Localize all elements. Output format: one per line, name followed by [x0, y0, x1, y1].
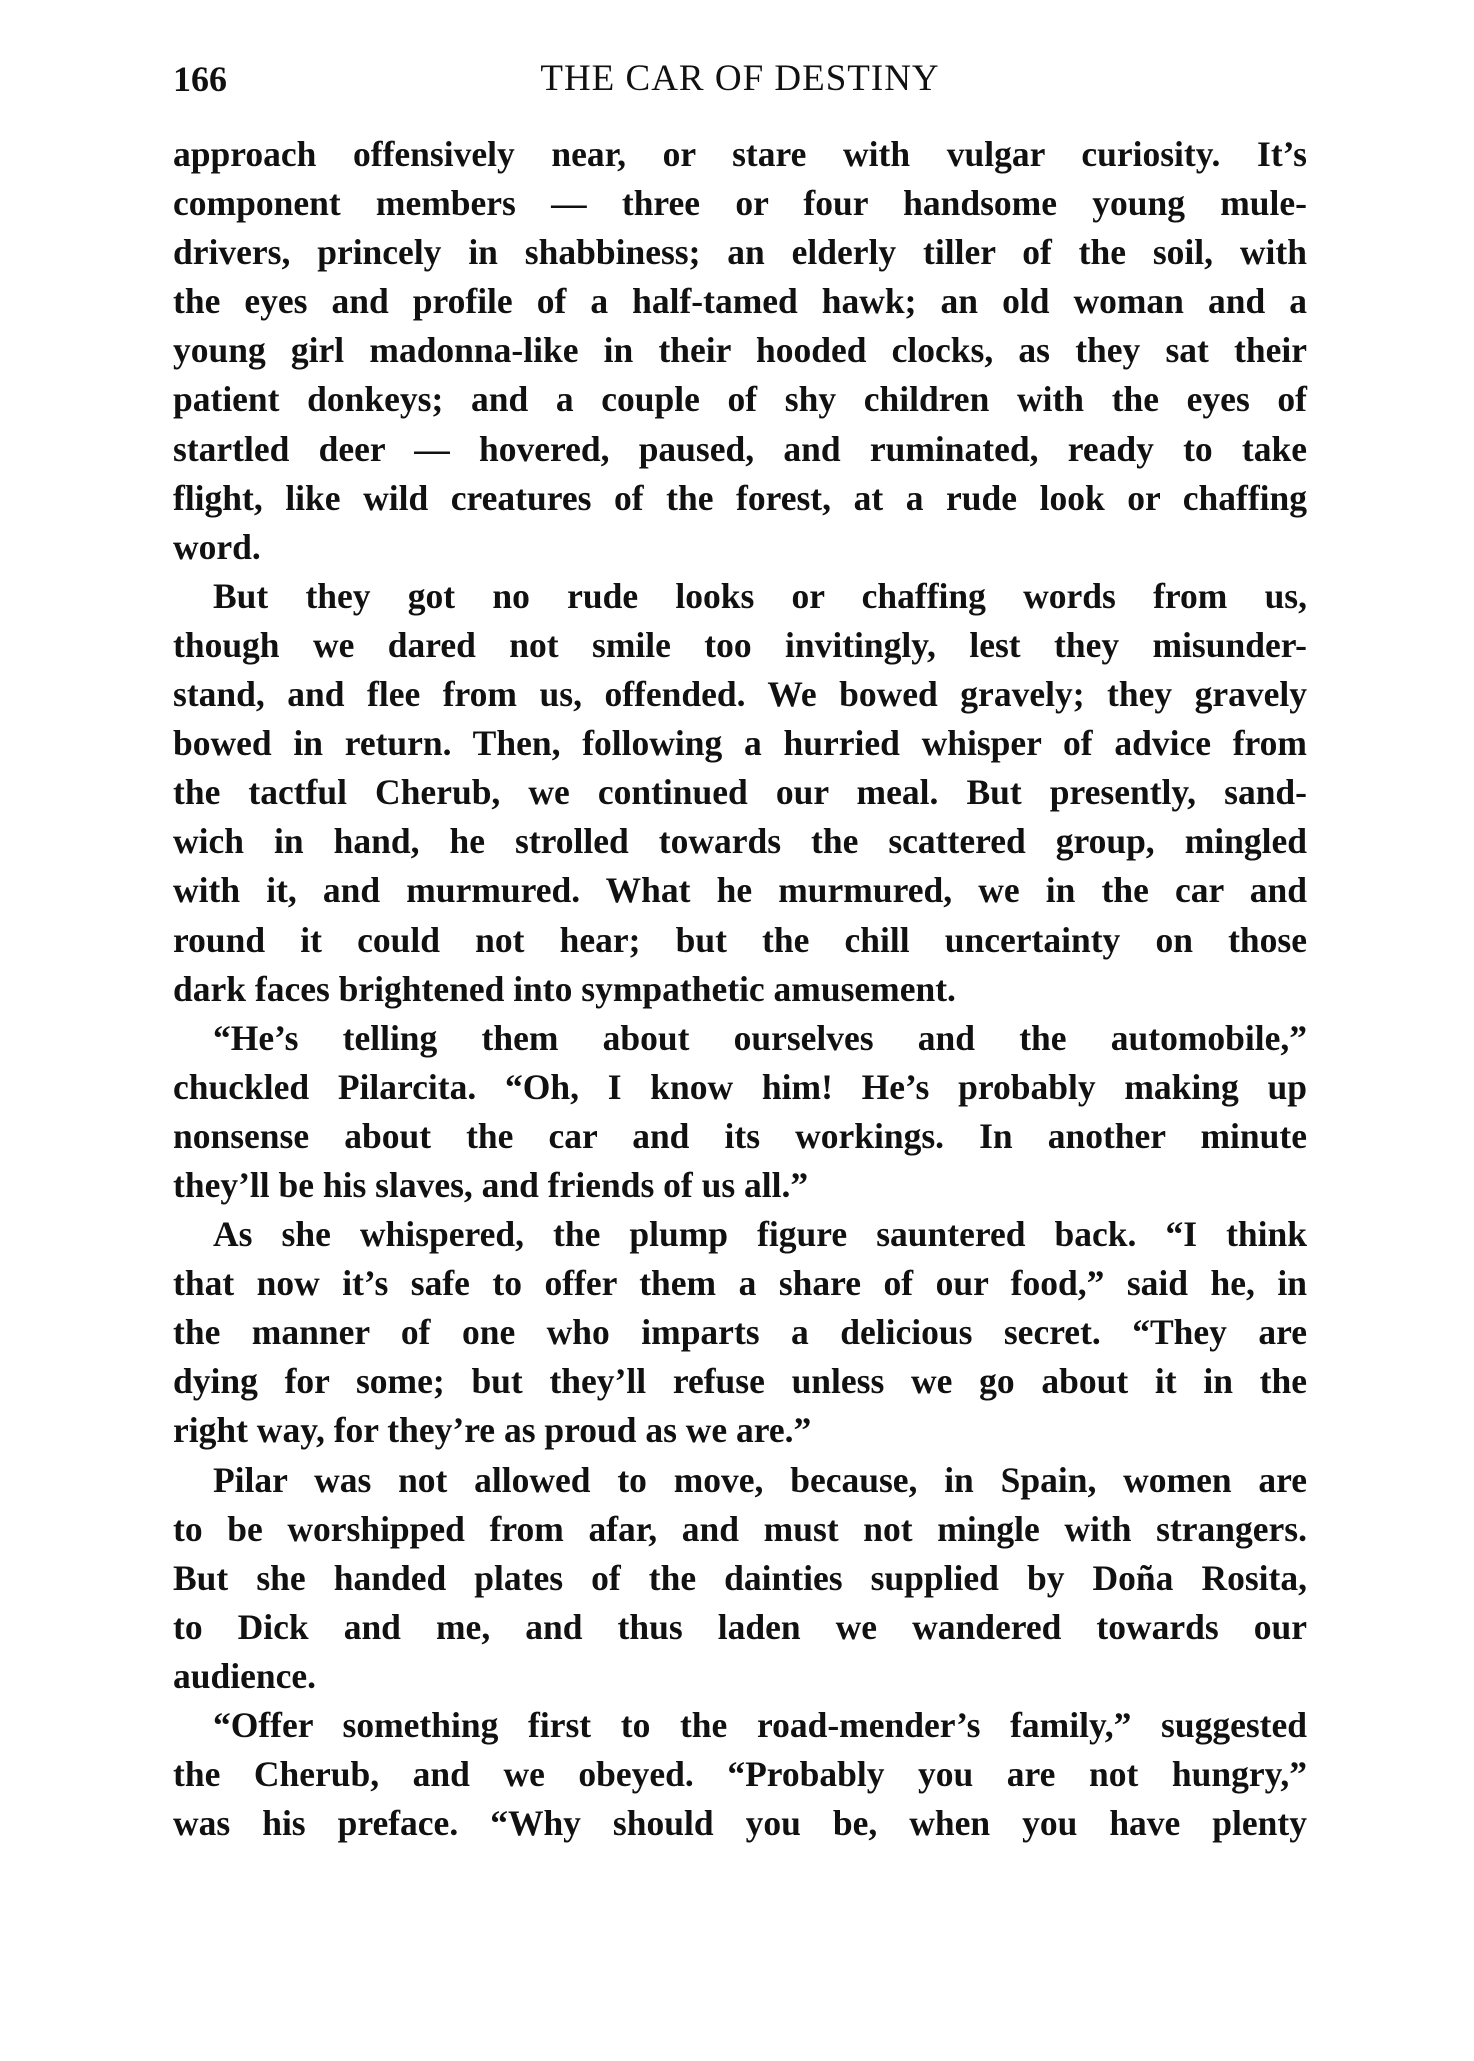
- text-line: nonsense about the car and its workings. In another minute: [173, 1115, 1307, 1156]
- text-line: But she handed plates of the dainties supplied by Doña Rosita,: [173, 1557, 1307, 1598]
- text-line: the eyes and profile of a half-tamed hawk; an old woman and a: [173, 281, 1307, 322]
- text-line: audience.: [173, 1655, 316, 1696]
- text-line: drivers, princely in shabbiness; an elderly tiller of the soil, with: [173, 232, 1307, 273]
- text-line: chuckled Pilarcita. “Oh, I know him! He’s probably making up: [173, 1066, 1307, 1107]
- text-line: wich in hand, he strolled towards the scattered group, mingled: [173, 821, 1307, 862]
- text-line: “He’s telling them about ourselves and the automobile,”: [213, 1017, 1307, 1058]
- text-line: Pilar was not allowed to move, because, in Spain, women are: [213, 1459, 1307, 1500]
- text-line: But they got no rude looks or chaffing words from us,: [213, 575, 1307, 616]
- text-line: startled deer — hovered, paused, and ruminated, ready to take: [173, 428, 1307, 469]
- text-line: component members — three or four handsome young mule-: [173, 183, 1307, 224]
- text-line: flight, like wild creatures of the forest, at a rude look or chaffing: [173, 477, 1307, 518]
- text-line: they’ll be his slaves, and friends of us all.”: [173, 1164, 809, 1205]
- text-line: right way, for they’re as proud as we are.”: [173, 1410, 812, 1451]
- text-line: patient donkeys; and a couple of shy children with the eyes of: [173, 379, 1307, 420]
- body-text: [173, 130, 1307, 1848]
- text-line: young girl madonna-like in their hooded clocks, as they sat their: [173, 330, 1307, 371]
- running-head: [173, 54, 1307, 104]
- text-line: the Cherub, and we obeyed. “Probably you are not hungry,”: [173, 1754, 1307, 1795]
- text-line: dying for some; but they’ll refuse unless we go about it in the: [173, 1361, 1307, 1402]
- text-line: to be worshipped from afar, and must not mingle with strangers.: [173, 1508, 1307, 1549]
- text-line: word.: [173, 526, 261, 567]
- text-line: that now it’s safe to offer them a share of our food,” said he, in: [173, 1263, 1307, 1304]
- text-line: stand, and flee from us, offended. We bowed gravely; they gravely: [173, 674, 1307, 715]
- text-line: As she whispered, the plump figure sauntered back. “I think: [213, 1214, 1307, 1255]
- text-line: to Dick and me, and thus laden we wandered towards our: [173, 1606, 1307, 1647]
- text-line: the manner of one who imparts a delicious secret. “They are: [173, 1312, 1307, 1353]
- text-line: “Offer something first to the road-mender’s family,” suggested: [213, 1705, 1307, 1745]
- text-line: though we dared not smile too invitingly, lest they misunder-: [173, 624, 1307, 665]
- text-line: approach offensively near, or stare with vulgar curiosity. It’s: [173, 134, 1307, 174]
- text-line: dark faces brightened into sympathetic amusement.: [173, 968, 956, 1009]
- page-number: 166: [173, 59, 227, 99]
- text-line: the tactful Cherub, we continued our meal. But presently, sand-: [173, 772, 1307, 813]
- text-line: round it could not hear; but the chill uncertainty on those: [173, 919, 1307, 960]
- text-line: was his preface. “Why should you be, when you have plenty: [173, 1803, 1307, 1844]
- text-line: bowed in return. Then, following a hurried whisper of advice from: [173, 723, 1307, 764]
- text-line: with it, and murmured. What he murmured, we in the car and: [173, 870, 1307, 911]
- running-title: THE CAR OF DESTINY: [540, 58, 940, 99]
